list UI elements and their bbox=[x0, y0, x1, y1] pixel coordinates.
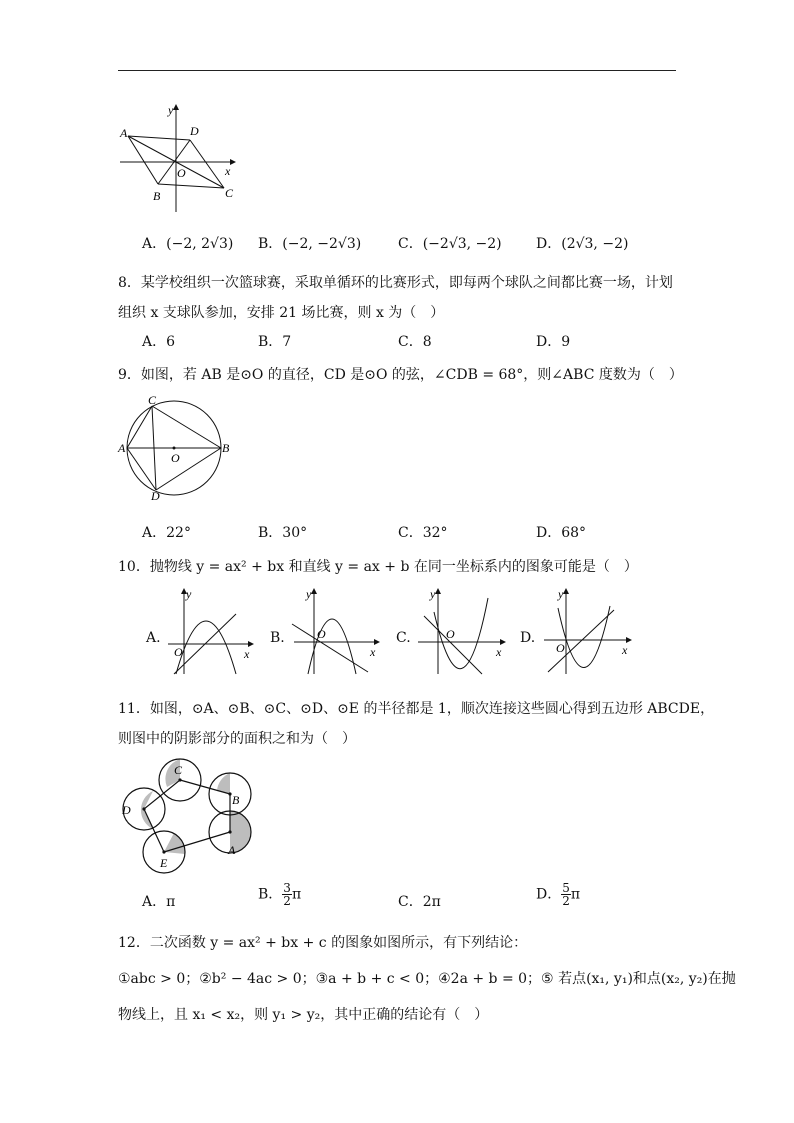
q7-label-y: y bbox=[168, 103, 174, 117]
q11-option-b-fraction: $\frac{3}{2}$ bbox=[283, 881, 291, 908]
svg-text:x: x bbox=[244, 647, 250, 661]
q11-label-E: E bbox=[160, 856, 168, 870]
q11-option-a: A．π bbox=[142, 894, 176, 910]
q12-line3: 物线上，且 x₁ < x₂，则 y₁ > y₂，其中正确的结论有（ ） bbox=[118, 1007, 489, 1023]
q9-option-b: B．30° bbox=[258, 525, 308, 541]
q7-label-A: A bbox=[120, 126, 128, 140]
svg-text:y: y bbox=[558, 587, 564, 601]
q9-label-A: A bbox=[118, 441, 126, 455]
q7-label-O: O bbox=[177, 166, 186, 180]
svg-text:O: O bbox=[556, 641, 565, 655]
q12-line2: ①abc > 0；②b² − 4ac > 0；③a + b + c < 0；④2a + b = 0；⑤ 若点(x₁, y₁)和点(x₂, y₂)在抛 bbox=[118, 971, 736, 987]
q7-option-c: C．(−2√3, −2) bbox=[398, 236, 502, 252]
svg-text:x: x bbox=[496, 645, 502, 659]
q11-line2: 则图中的阴影部分的面积之和为（ ） bbox=[118, 731, 356, 747]
q10-graph-b bbox=[292, 588, 382, 676]
q8-line1: 8．某学校组织一次篮球赛，采取单循环的比赛形式，即每两个球队之间都比赛一场，计划 bbox=[118, 275, 673, 291]
q10-graph-a-letter: A. bbox=[146, 630, 161, 646]
q11-option-c: C．2π bbox=[398, 894, 441, 910]
q10-graph-c-letter: C. bbox=[396, 630, 411, 646]
q9-line1: 9．如图，若 AB 是⊙O 的直径，CD 是⊙O 的弦，∠CDB = 68°，则∠ABC 度数为（ ） bbox=[118, 367, 683, 383]
svg-text:x: x bbox=[622, 643, 628, 657]
header-rule bbox=[118, 70, 676, 71]
q9-label-C: C bbox=[148, 393, 157, 407]
svg-text:O: O bbox=[174, 645, 183, 659]
q7-label-C: C bbox=[225, 186, 234, 200]
q10-graph-a bbox=[166, 588, 256, 676]
svg-text:x: x bbox=[370, 645, 376, 659]
q10-line1: 10．抛物线 y = ax² + bx 和直线 y = ax + b 在同一坐标系内的图象可能是（ ） bbox=[118, 559, 638, 575]
q11-label-B: B bbox=[232, 793, 240, 807]
q8-line2: 组织 x 支球队参加，安排 21 场比赛，则 x 为（ ） bbox=[118, 305, 445, 321]
svg-text:y: y bbox=[306, 587, 312, 601]
q9-option-c: C．32° bbox=[398, 525, 448, 541]
q9-option-a: A．22° bbox=[142, 525, 191, 541]
q10-graph-d-letter: D. bbox=[520, 630, 536, 646]
svg-text:O: O bbox=[446, 627, 455, 641]
q8-option-c: C．8 bbox=[398, 334, 432, 350]
q10-graph-d bbox=[544, 588, 634, 676]
q11-option-d: D． $\frac{5}{2}$ π bbox=[536, 881, 581, 908]
q11-option-d-fraction: $\frac{5}{2}$ bbox=[562, 881, 570, 908]
q7-option-d: D．(2√3, −2) bbox=[536, 236, 629, 252]
q8-option-a: A．6 bbox=[142, 334, 176, 350]
svg-text:O: O bbox=[317, 627, 326, 641]
q12-line1: 12．二次函数 y = ax² + bx + c 的图象如图所示，有下列结论： bbox=[118, 935, 528, 951]
q7-label-B: B bbox=[153, 189, 161, 203]
q9-label-B: B bbox=[222, 441, 230, 455]
q7-option-a: A．(−2, 2√3) bbox=[142, 236, 234, 252]
q9-figure bbox=[118, 394, 234, 502]
q8-option-d: D．9 bbox=[536, 334, 571, 350]
q11-label-D: D bbox=[122, 803, 131, 817]
q9-label-O: O bbox=[171, 451, 180, 465]
q11-line1: 11．如图，⊙A、⊙B、⊙C、⊙D、⊙E 的半径都是 1，顺次连接这些圆心得到五边形 ABCDE， bbox=[118, 701, 715, 717]
q11-option-b: B． $\frac{3}{2}$ π bbox=[258, 881, 302, 908]
q7-option-b: B．(−2, −2√3) bbox=[258, 236, 362, 252]
svg-text:y: y bbox=[430, 587, 436, 601]
svg-text:y: y bbox=[186, 587, 192, 601]
q11-figure bbox=[118, 756, 248, 878]
q11-label-C: C bbox=[174, 763, 183, 777]
q8-option-b: B．7 bbox=[258, 334, 292, 350]
q7-figure bbox=[118, 104, 238, 216]
q11-label-A: A bbox=[228, 843, 236, 857]
q10-graph-b-letter: B. bbox=[270, 630, 285, 646]
q9-option-d: D．68° bbox=[536, 525, 587, 541]
q7-label-D: D bbox=[190, 124, 199, 138]
q7-label-x: x bbox=[225, 164, 231, 178]
q9-label-D: D bbox=[151, 489, 160, 503]
q10-graph-c bbox=[418, 588, 508, 676]
